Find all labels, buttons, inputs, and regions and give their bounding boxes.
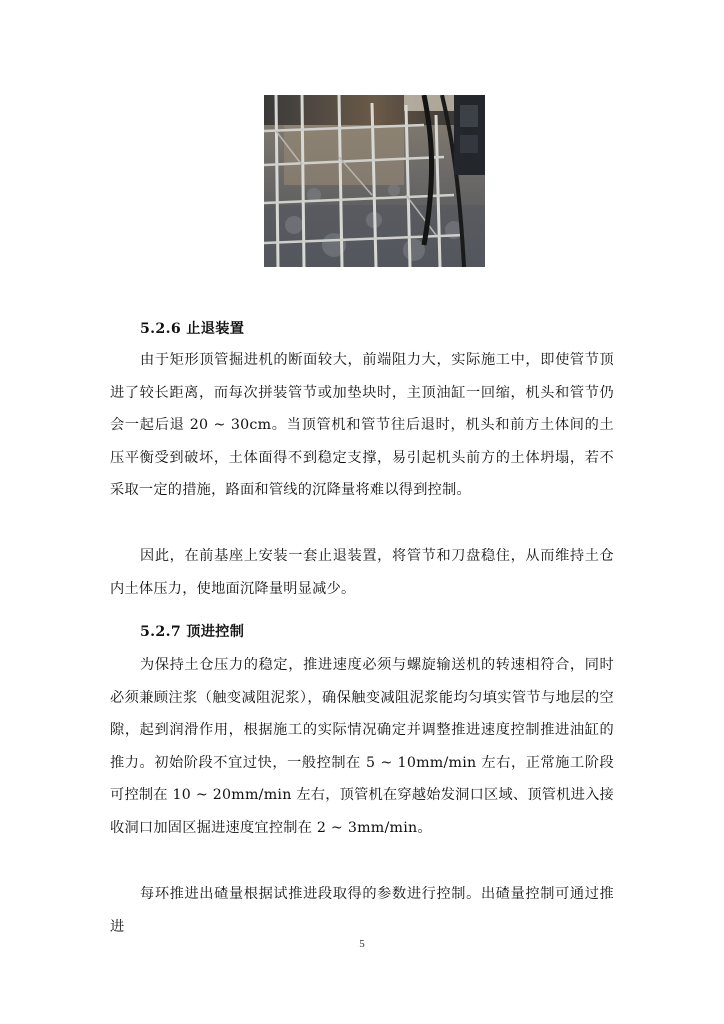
paragraph-5-2-7-1: 为保持土仓压力的稳定，推进速度必须与螺旋输送机的转速相符合，同时必须兼顾注浆（触变减阻泥浆），确保触变减阻泥浆能均匀填实管节与地层的空隙，起到润滑作用，根据施工的实际情况确定并调整推进速度控制推进油缸的推力。初始阶段不宜过快，一般控制在 5 ~ 10mm/min 左右，正常施工阶段可控制在 10 ~ 20mm/min 左右，顶管机在穿越始发洞口区域、顶管机进入接收洞口加固区掘进速度宜控制在 2 ~ 3mm/min。 [110,657,614,836]
page-number: 5 [359,938,365,950]
construction-photo [264,95,485,267]
section-heading-5-2-7: 5.2.7 顶进控制 [140,624,245,640]
paragraph-5-2-6-2: 因此，在前基座上安装一套止退装置，将管节和刀盘稳住，从而维持土仓内土体压力，使地面沉降量明显减少。 [110,548,614,597]
section-heading-5-2-6: 5.2.6 止退装置 [140,321,245,337]
paragraph-5-2-6-1: 由于矩形顶管掘进机的断面较大，前端阻力大，实际施工中，即使管节顶进了较长距离，而每次拼装管节或加垫块时，主顶油缸一回缩，机头和管节仍会一起后退 20 ~ 30cm。当顶管机和管节往后退时，机头和前方土体间的土压平衡受到破坏，土体面得不到稳定支撑，易引起机头前方的土体坍塌，若不采取一定的措施，路面和管线的沉降量将难以得到控制。 [110,352,614,499]
paragraph-5-2-7-2: 每环推进出碴量根据试推进段取得的参数进行控制。出碴量控制可通过推进 [110,886,614,935]
construction-scaffold-photo-icon [264,95,485,267]
